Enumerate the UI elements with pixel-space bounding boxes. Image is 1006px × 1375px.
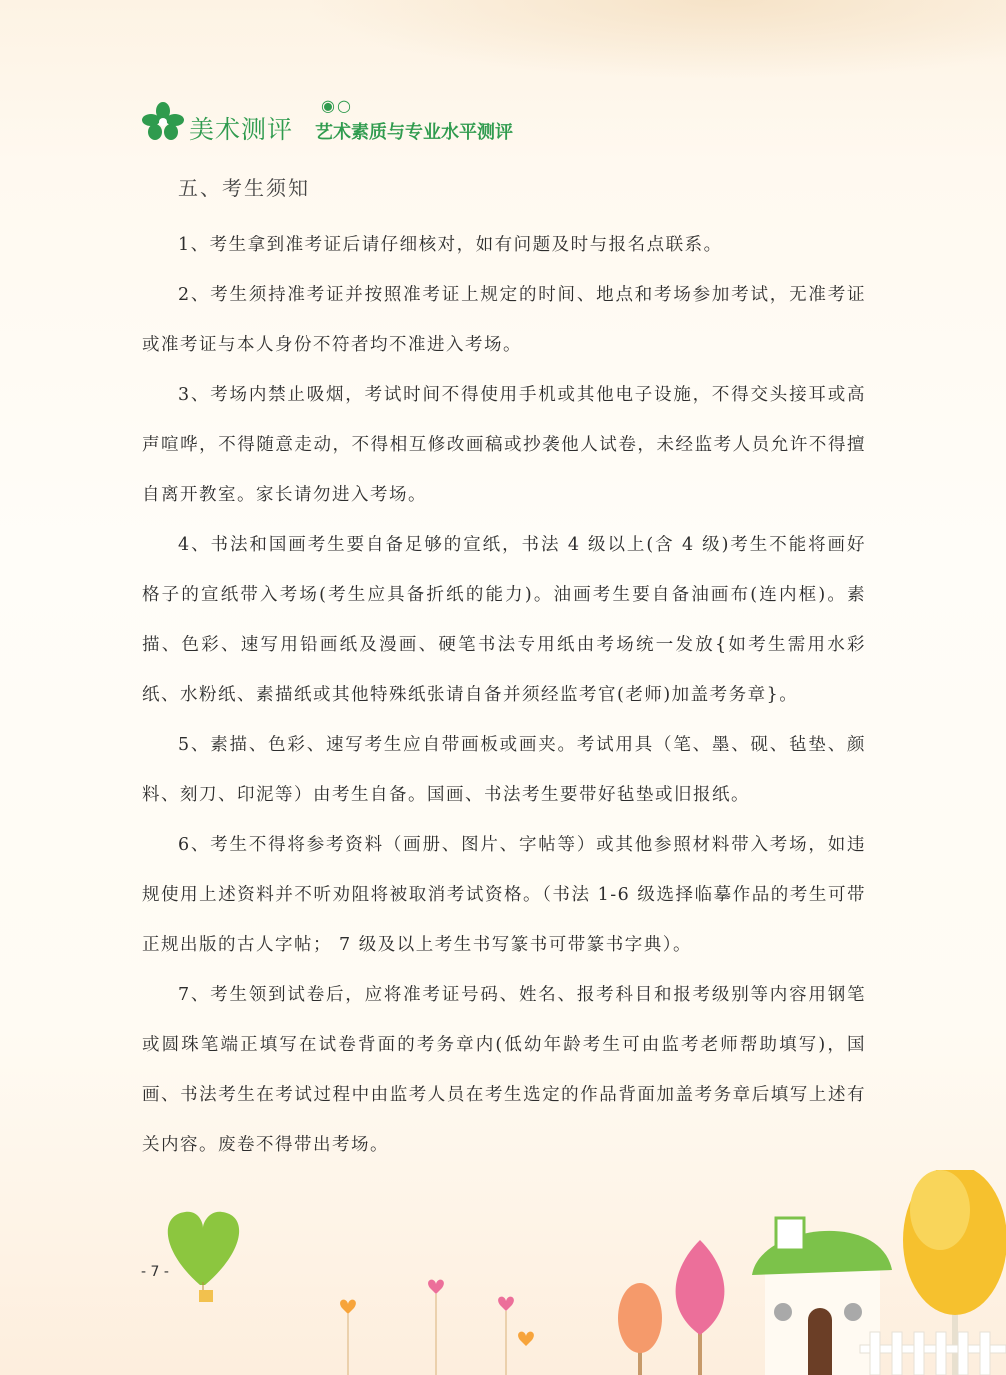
brand-subtitle: 艺术素质与专业水平测评 bbox=[315, 122, 513, 143]
flower-hearts-icon bbox=[340, 1280, 534, 1375]
top-cloud-decoration bbox=[300, 0, 1006, 80]
page-number: - 7 - bbox=[141, 1264, 169, 1280]
tree-icon bbox=[618, 1240, 724, 1375]
header bbox=[141, 96, 561, 146]
fence-icon bbox=[860, 1332, 1006, 1375]
notice-item-2: 2、考生须持准考证并按照准考证上规定的时间、地点和考场参加考试，无准考证或准考证与本人身份不符者均不准进入考场。 bbox=[142, 285, 866, 355]
notice-item-6: 6、考生不得将参考资料（画册、图片、字帖等）或其他参照材料带入考场，如违规使用上述资料并不听劝阻将被取消考试资格。（书法 1-6 级选择临摹作品的考生可带正规出版的古人字帖； 7 级及以上考生书写篆书可带篆书字典）。 bbox=[142, 835, 866, 955]
bottom-illustration bbox=[0, 1170, 1006, 1375]
section-title: 五、考生须知 bbox=[178, 176, 310, 200]
leaf-logo-icon bbox=[141, 102, 185, 142]
notice-item-1: 1、考生拿到准考证后请仔细核对，如有问题及时与报名点联系。 bbox=[178, 235, 723, 255]
document-body bbox=[142, 168, 866, 1170]
notice-item-7: 7、考生领到试卷后，应将准考证号码、姓名、报考科目和报考级别等内容用钢笔或圆珠笔端正填写在试卷背面的考务章内(低幼年龄考生可由监考老师帮助填写)，国画、书法考生在考试过程中由监考人员在考生选定的作品背面加盖考务章后填写上述有关内容。废卷不得带出考场。 bbox=[142, 985, 866, 1155]
brand-circles-icon: ◉○ bbox=[321, 96, 353, 115]
notice-item-5: 5、素描、色彩、速写考生应自带画板或画夹。考试用具（笔、墨、砚、毡垫、颜料、刻刀、印泥等）由考生自备。国画、书法考生要带好毡垫或旧报纸。 bbox=[142, 735, 866, 805]
heart-balloon-icon bbox=[168, 1212, 239, 1302]
notice-item-3: 3、考场内禁止吸烟，考试时间不得使用手机或其他电子设施，不得交头接耳或高声喧哗，不得随意走动，不得相互修改画稿或抄袭他人试卷，未经监考人员允许不得擅自离开教室。家长请勿进入考场。 bbox=[142, 385, 866, 505]
notice-item-4: 4、书法和国画考生要自备足够的宣纸，书法 4 级以上(含 4 级)考生不能将画好格子的宣纸带入考场(考生应具备折纸的能力)。油画考生要自备油画布(连内框)。素描、色彩、速写用铅画纸及漫画、硬笔书法专用纸由考场统一发放{如考生需用水彩纸、水粉纸、素描纸或其他特殊纸张请自备并须经监考官(老师)加盖考务章}。 bbox=[142, 535, 866, 705]
brand-name: 美术测评 bbox=[189, 115, 294, 144]
